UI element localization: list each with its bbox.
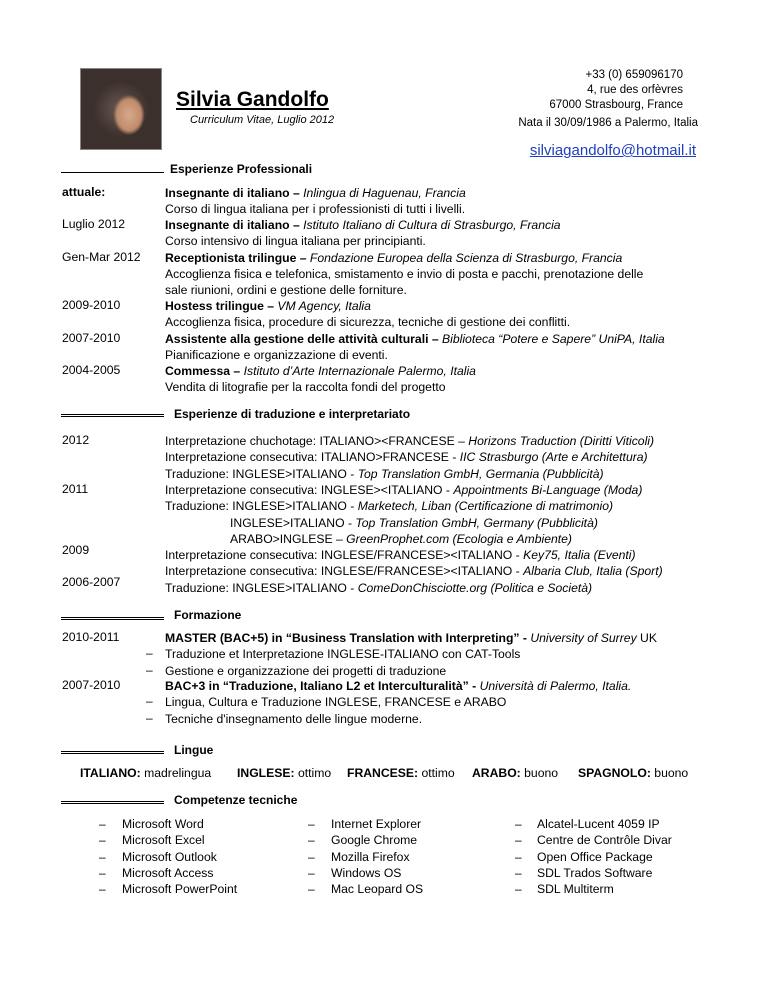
job-date: 2007-2010 [62, 331, 121, 345]
bullet-dash: – [146, 694, 153, 709]
phone: +33 (0) 659096170 [585, 69, 683, 81]
job-date: Gen-Mar 2012 [62, 250, 141, 264]
school-name: Università di Palermo, Italia. [479, 679, 632, 693]
bullet-dash: – [308, 882, 315, 897]
bullet-dash: – [515, 865, 522, 880]
translation-line [230, 515, 598, 531]
bullet-dash: – [308, 833, 315, 848]
job-org: VM Agency, Italia [274, 299, 371, 313]
education-date: 2007-2010 [62, 678, 121, 692]
job-date: 2004-2005 [62, 363, 121, 377]
job-date: attuale: [62, 185, 106, 199]
skill-item: Mozilla Firefox [331, 849, 410, 864]
translation-client: Appointments Bi-Language (Moda) [453, 482, 643, 497]
job-description: Pianificazione e organizzazione di eventi. [165, 348, 388, 362]
bullet-dash: – [99, 849, 106, 864]
job-description: sale riunioni, ordini e gestione delle forniture. [165, 283, 407, 297]
job-org: Istituto d’Arte Internazionale Palermo, Italia [240, 364, 476, 378]
job-org: Inlingua di Haguenau, Francia [299, 186, 466, 200]
translation-pair: Interpretazione chuchotage: ITALIANO><FRANCESE – [165, 434, 469, 448]
job-title-line [165, 185, 466, 201]
bullet-dash: – [515, 833, 522, 848]
skill-item: SDL Trados Software [537, 865, 653, 880]
translation-line [165, 466, 604, 482]
profile-photo [80, 68, 162, 150]
job-title-line [165, 298, 371, 314]
translation-pair: Interpretazione consecutiva: INGLESE><ITALIANO - [165, 482, 454, 497]
language-item [237, 765, 331, 781]
skill-item: Open Office Package [537, 849, 653, 864]
translation-line [165, 547, 636, 563]
bullet-dash: – [515, 882, 522, 897]
address-line-1: 4, rue des orfèvres [587, 84, 683, 96]
translation-pair: ARABO>INGLESE – [230, 531, 347, 546]
skill-item: Mac Leopard OS [331, 882, 424, 897]
section-title-lingue: Lingue [174, 743, 214, 757]
birth-info: Nata il 30/09/1986 a Palermo, Italia [518, 117, 698, 129]
skill-item: Centre de Contrôle Divar [537, 833, 672, 848]
job-title: Hostess trilingue – [165, 299, 275, 313]
bullet-dash: – [515, 849, 522, 864]
candidate-name: Silvia Gandolfo [176, 88, 329, 111]
job-title-line [165, 250, 622, 266]
translation-line [165, 498, 613, 514]
translation-pair: Interpretazione consecutiva: INGLESE/FRANCESE><ITALIANO - [165, 564, 524, 579]
translation-pair: Traduzione: INGLESE>ITALIANO - [165, 499, 358, 514]
section-rule [61, 801, 164, 804]
language-name: FRANCESE: [347, 766, 419, 780]
skill-item: Microsoft Excel [122, 833, 205, 848]
translation-date: 2006-2007 [62, 575, 121, 589]
job-date: Luglio 2012 [62, 217, 126, 231]
job-description: Accoglienza fisica, procedure di sicurezza, tecniche di gestione dei conflitti. [165, 315, 571, 329]
language-item [347, 765, 455, 781]
language-item [472, 765, 558, 781]
education-degree [165, 678, 631, 694]
language-item [578, 765, 688, 781]
email-link[interactable]: silviagandolfo@hotmail.it [529, 142, 696, 159]
bullet-dash: – [146, 646, 153, 661]
language-name: INGLESE: [237, 766, 295, 780]
cv-subtitle: Curriculum Vitae, Luglio 2012 [190, 114, 335, 126]
section-rule [61, 414, 164, 417]
section-title-formazione: Formazione [174, 608, 242, 622]
education-degree [165, 630, 657, 646]
bullet-dash: – [146, 662, 153, 677]
translation-line [230, 531, 572, 547]
translation-pair: Interpretazione consecutiva: INGLESE/FRANCESE><ITALIANO - [165, 548, 524, 563]
job-title: Insegnante di italiano – [165, 218, 300, 232]
bullet-dash: – [308, 865, 315, 880]
degree-title: MASTER (BAC+5) in “Business Translation with Interpreting” - [165, 631, 531, 645]
translation-pair: Traduzione: INGLESE>ITALIANO - [165, 580, 358, 595]
language-level: ottimo [418, 766, 455, 780]
education-item: Tecniche d'insegnamento delle lingue moderne. [165, 711, 423, 726]
education-item: Lingua, Cultura e Traduzione INGLESE, FRANCESE e ARABO [165, 695, 507, 710]
translation-line [165, 449, 648, 465]
language-name: ITALIANO: [80, 766, 141, 780]
job-title-line [165, 331, 665, 347]
translation-line [165, 433, 654, 449]
education-item: Gestione e organizzazione dei progetti di traduzione [165, 663, 447, 678]
education-item: Traduzione et Interpretazione INGLESE-ITALIANO con CAT-Tools [165, 647, 521, 662]
language-level: madrelingua [140, 766, 212, 780]
section-rule [61, 751, 164, 754]
job-description: Accoglienza fisica e telefonica, smistamento e invio di posta e pacchi, prenotazione delle [165, 267, 644, 281]
school-country: UK [636, 631, 657, 645]
language-level: ottimo [294, 766, 332, 780]
translation-pair: Traduzione: INGLESE>ITALIANO - [165, 466, 358, 481]
language-name: SPAGNOLO: [578, 766, 651, 780]
address-line-2: 67000 Strasbourg, France [549, 99, 683, 111]
translation-client: IIC Strasburgo (Arte e Architettura) [459, 450, 648, 465]
bullet-dash: – [308, 849, 315, 864]
translation-line [165, 482, 642, 498]
bullet-dash: – [99, 882, 106, 897]
translation-pair: INGLESE>ITALIANO - [230, 515, 356, 530]
skill-item: SDL Multiterm [537, 882, 614, 897]
language-level: buono [650, 766, 689, 780]
bullet-dash: – [99, 817, 106, 831]
job-date: 2009-2010 [62, 298, 121, 312]
bullet-dash: – [99, 865, 106, 880]
job-title: Insegnante di italiano – [165, 186, 300, 200]
translation-client: Top Translation GmbH, Germany (Pubblicità) [355, 515, 598, 530]
skill-item: Microsoft Outlook [122, 849, 217, 864]
skill-item: Microsoft Access [122, 865, 214, 880]
contact-block [549, 68, 683, 113]
job-description: Corso intensivo di lingua italiana per principianti. [165, 234, 426, 248]
translation-client: Marketech, Liban (Certificazione di matrimonio) [357, 499, 614, 514]
skill-item: Windows OS [331, 865, 402, 880]
translation-pair: Interpretazione consecutiva: ITALIANO>FRANCESE - [165, 450, 460, 465]
education-date: 2010-2011 [62, 630, 120, 644]
translation-client: GreenProphet.com (Ecologia e Ambiente) [346, 531, 572, 546]
bullet-dash: – [146, 710, 153, 725]
section-rule [61, 172, 164, 173]
section-title-competenze: Competenze tecniche [174, 793, 298, 807]
skill-item: Google Chrome [331, 833, 418, 848]
translation-line [165, 580, 592, 596]
translation-client: Albaria Club, Italia (Sport) [523, 564, 663, 579]
skill-item: Microsoft PowerPoint [122, 882, 238, 897]
translation-client: Key75, Italia (Eventi) [523, 548, 636, 563]
translation-date: 2009 [62, 543, 90, 557]
degree-title: BAC+3 in “Traduzione, Italiano L2 et Interculturalità” - [165, 679, 480, 693]
skill-item: Internet Explorer [331, 817, 422, 831]
job-title: Commessa – [165, 364, 241, 378]
translation-client: Horizons Traduction (Diritti Viticoli) [468, 434, 655, 448]
job-title: Receptionista trilingue – [165, 251, 307, 265]
job-description: Vendita di litografie per la raccolta fondi del progetto [165, 380, 446, 394]
job-org: Istituto Italiano di Cultura di Strasburgo, Francia [299, 218, 561, 232]
translation-line [165, 563, 663, 579]
language-item [80, 765, 211, 781]
language-name: ARABO: [472, 766, 521, 780]
translation-date: 2012 [62, 433, 90, 447]
translation-client: Top Translation GmbH, Germania (Pubblicità) [357, 466, 604, 481]
section-rule [61, 617, 164, 620]
skill-item: Alcatel-Lucent 4059 IP [537, 817, 660, 831]
job-description: Corso di lingua italiana per i professionisti di tutti i livelli. [165, 202, 466, 216]
job-org: Fondazione Europea della Scienza di Strasburgo, Francia [306, 251, 623, 265]
skill-item: Microsoft Word [122, 817, 204, 831]
bullet-dash: – [308, 817, 315, 831]
section-title-esperienze: Esperienze Professionali [170, 162, 313, 176]
job-title-line [165, 363, 476, 379]
bullet-dash: – [99, 833, 106, 848]
job-title-line [165, 217, 561, 233]
language-level: buono [520, 766, 559, 780]
job-org: Biblioteca “Potere e Sapere” UniPA, Italia [438, 332, 665, 346]
section-title-traduzione: Esperienze di traduzione e interpretariato [174, 407, 411, 421]
bullet-dash: – [515, 817, 522, 831]
translation-client: ComeDonChisciotte.org (Politica e Società) [357, 580, 593, 595]
school-name: University of Surrey [530, 631, 637, 645]
job-title: Assistente alla gestione delle attività culturali – [165, 332, 439, 346]
translation-date: 2011 [62, 482, 89, 496]
